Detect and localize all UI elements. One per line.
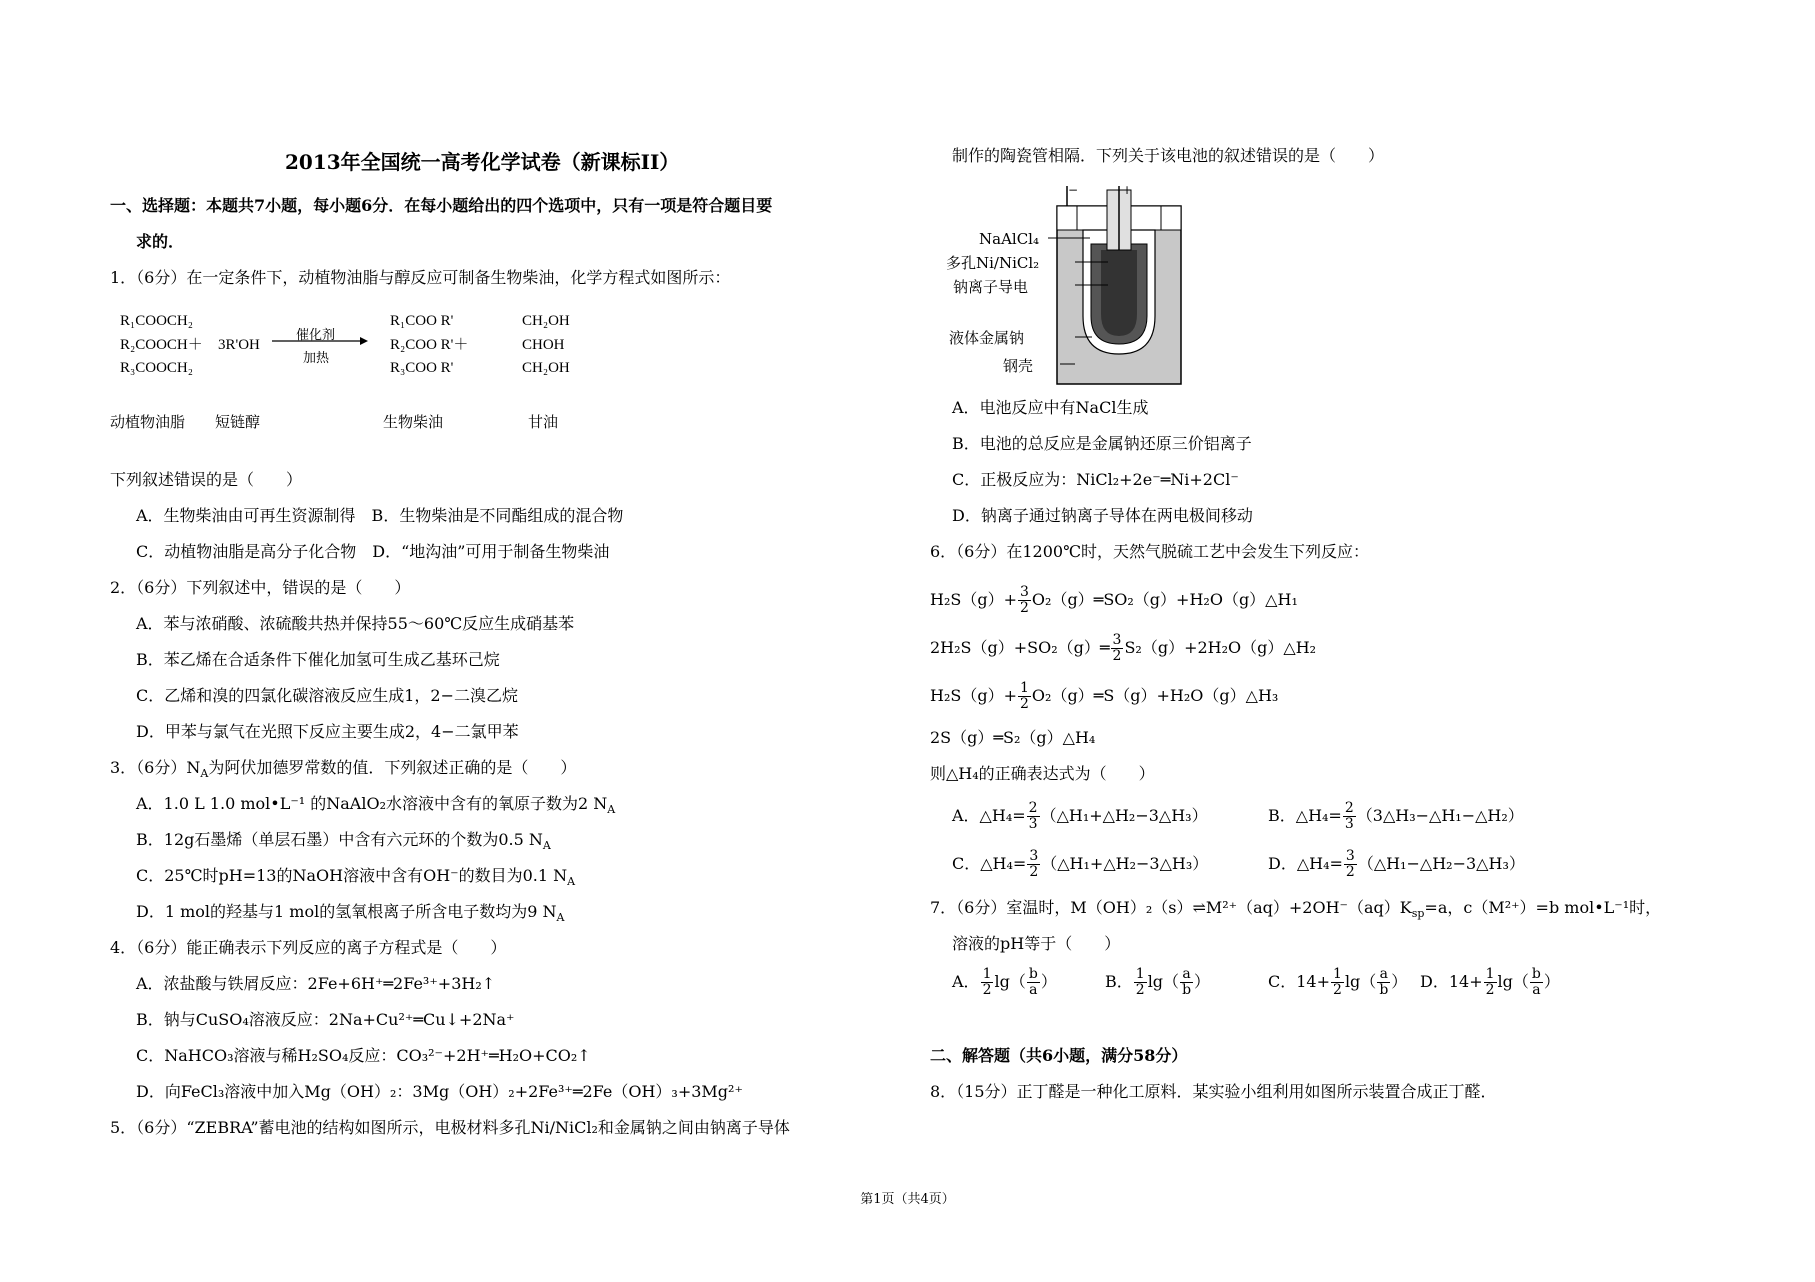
page-title: 2013年全国统一高考化学试卷（新课标II） bbox=[285, 150, 680, 174]
q4-option-a: A．浓盐酸与铁屑反应：2Fe+6H⁺═2Fe³⁺+3H₂↑ bbox=[136, 974, 496, 993]
q7-option-a-den: 2 bbox=[982, 982, 992, 998]
q6-option-a-num: 2 bbox=[1028, 800, 1038, 816]
q6-ask: 则△H₄的正确表达式为（ ） bbox=[930, 764, 1155, 783]
q1-options-ab: A．生物柴油由可再生资源制得 B．生物柴油是不同酯组成的混合物 bbox=[136, 506, 624, 525]
q6-eq1 bbox=[930, 580, 1298, 620]
q3-option-b-text: B．12g石墨烯（单层石墨）中含有六元环的个数为0.5 N bbox=[136, 830, 543, 849]
q7-option-a-inner-den: a bbox=[1029, 982, 1038, 998]
section1-heading-line1: 一、选择题：本题共7小题，每小题6分．在每小题给出的四个选项中，只有一项是符合题目要 bbox=[110, 196, 773, 215]
q6-eq2-left: 2H₂S（g）+SO₂（g）═ bbox=[930, 638, 1110, 657]
q3-option-c-sub: A bbox=[567, 875, 576, 889]
q6-option-d-right: （△H₁−△H₂−3△H₃） bbox=[1357, 854, 1525, 873]
q6-option-b-den: 3 bbox=[1344, 816, 1354, 832]
q7-stem-text: 7．（6分）室温时，M（OH）₂（s）⇌M²⁺（aq）+2OH⁻（aq）K bbox=[930, 898, 1412, 917]
q1-stem: 1．（6分）在一定条件下，动植物油脂与醇反应可制备生物柴油，化学方程式如图所示： bbox=[110, 268, 731, 287]
q7-stem-rest: =a，c（M²⁺）=b mol•L⁻¹时， bbox=[1424, 898, 1662, 917]
q6-option-b-right: （3△H₃−△H₁−△H₂） bbox=[1356, 806, 1524, 825]
q6-option-d-den: 2 bbox=[1345, 864, 1355, 880]
q7-option-d-inner-num: b bbox=[1531, 966, 1541, 982]
q7-option-d-num: 1 bbox=[1485, 966, 1495, 982]
section2-heading: 二、解答题（共6小题，满分58分） bbox=[930, 1046, 1188, 1065]
q1-label-alcohol: 短链醇 bbox=[215, 413, 261, 431]
q7-ksp-sub: sp bbox=[1411, 907, 1425, 921]
q7-option-c-inner-num: a bbox=[1377, 967, 1390, 983]
q5-option-c: C．正极反应为：NiCl₂+2e⁻═Ni+2Cl⁻ bbox=[952, 470, 1239, 489]
q1-ask: 下列叙述错误的是（ ） bbox=[110, 470, 303, 489]
q6-option-b-fraction bbox=[1343, 801, 1356, 832]
q6-stem: 6．（6分）在1200℃时，天然气脱硫工艺中会发生下列反应： bbox=[930, 542, 1369, 561]
q7-option-d-inner-fraction bbox=[1530, 967, 1543, 998]
q6-option-a-fraction bbox=[1027, 801, 1040, 832]
q1-label-glycerol: 甘油 bbox=[528, 413, 559, 431]
q3-option-d-text: D．1 mol的羟基与1 mol的氢氧根离子所含电子数均为9 N bbox=[136, 902, 557, 921]
q6-eq1-den: 2 bbox=[1019, 600, 1029, 616]
q6-option-c-fraction bbox=[1027, 849, 1040, 880]
q3-option-b-sub: A bbox=[542, 839, 551, 853]
q7-option-b-inner-den: b bbox=[1182, 982, 1192, 998]
q3-stem bbox=[110, 758, 576, 784]
q6-eq3-num: 1 bbox=[1019, 680, 1029, 696]
q1-r1: R₁COOCH₂ bbox=[120, 313, 193, 329]
q5-option-d: D．钠离子通过钠离子导体在两电极间移动 bbox=[952, 506, 1253, 525]
q6-option-d bbox=[1268, 844, 1525, 884]
q7-option-d-end: ） bbox=[1543, 972, 1560, 991]
q6-eq2-fraction bbox=[1111, 633, 1124, 664]
q4-option-d: D．向FeCl₃溶液中加入Mg（OH）₂：3Mg（OH）₂+2Fe³⁺═2Fe（OH）₃+3Mg²⁺ bbox=[136, 1082, 743, 1101]
q7-option-d-lg: lg（ bbox=[1497, 972, 1529, 991]
q7-option-a-num: 1 bbox=[982, 966, 992, 982]
q3-stem-rest: 为阿伏加德罗常数的值．下列叙述正确的是（ ） bbox=[208, 758, 577, 777]
q3-option-a-sub: A bbox=[607, 803, 616, 817]
q6-option-c-num: 3 bbox=[1029, 848, 1039, 864]
q7-option-c-lg: lg（ bbox=[1344, 972, 1377, 991]
q7-option-c-inner-fraction bbox=[1377, 967, 1390, 998]
q2-option-d: D．甲苯与氯气在光照下反应主要生成2，4−二氯甲苯 bbox=[136, 722, 519, 741]
battery-label-ni-nicl2: 多孔Ni/NiCl₂ bbox=[946, 254, 1040, 272]
q7-option-b-num: 1 bbox=[1135, 966, 1145, 982]
q5-stem-continued: 制作的陶瓷管相隔．下列关于该电池的叙述错误的是（ ） bbox=[952, 146, 1385, 165]
q6-option-c-right: （△H₁+△H₂−3△H₃） bbox=[1041, 854, 1209, 873]
q6-option-a-right: （△H₁+△H₂−3△H₃） bbox=[1040, 806, 1208, 825]
q7-option-c-fraction bbox=[1331, 967, 1344, 998]
q6-option-a bbox=[952, 796, 1208, 836]
q6-eq1-num: 3 bbox=[1019, 584, 1029, 600]
q3-option-c bbox=[136, 866, 575, 892]
q2-option-b: B．苯乙烯在合适条件下催化加氢可生成乙基环己烷 bbox=[136, 650, 500, 669]
battery-label-naalcl4: NaAlCl₄ bbox=[979, 230, 1039, 248]
q6-option-c-den: 2 bbox=[1029, 864, 1039, 880]
q7-option-a-fraction bbox=[981, 967, 994, 998]
q1-catalyst: 催化剂 bbox=[296, 328, 336, 343]
q1-g1: CH₂OH bbox=[522, 313, 570, 329]
q6-eq3-den: 2 bbox=[1019, 696, 1029, 712]
q7-option-c bbox=[1268, 962, 1407, 1002]
battery-leader-lines-icon bbox=[1030, 230, 1110, 380]
section1-heading-line2: 求的． bbox=[136, 232, 185, 251]
q6-eq3-fraction bbox=[1018, 681, 1031, 712]
q7-option-c-prefix: C．14+ bbox=[1268, 972, 1331, 991]
q6-eq1-left: H₂S（g）+ bbox=[930, 590, 1017, 609]
q7-stem-continued: 溶液的pH等于（ ） bbox=[952, 934, 1121, 953]
q6-option-d-fraction bbox=[1344, 849, 1357, 880]
q7-option-c-num: 1 bbox=[1333, 966, 1342, 982]
q6-eq1-right: O₂（g）═SO₂（g）+H₂O（g）△H₁ bbox=[1031, 590, 1298, 609]
q1-heat: 加热 bbox=[303, 351, 330, 366]
q6-eq3-right: O₂（g）═S（g）+H₂O（g）△H₃ bbox=[1031, 686, 1279, 705]
q1-p1: R₁COO R' bbox=[390, 313, 454, 329]
q7-option-c-inner-den: b bbox=[1379, 982, 1389, 998]
q6-option-d-num: 3 bbox=[1345, 848, 1355, 864]
q7-option-a-lg: lg（ bbox=[994, 972, 1026, 991]
q5-option-a: A．电池反应中有NaCl生成 bbox=[952, 398, 1149, 417]
q2-stem: 2．（6分）下列叙述中，错误的是（ ） bbox=[110, 578, 411, 597]
q7-option-a-prefix: A． bbox=[952, 972, 980, 991]
q7-option-b-fraction bbox=[1134, 967, 1147, 998]
page-footer: 第1页（共4页） bbox=[860, 1192, 955, 1207]
q7-option-b-den: 2 bbox=[1135, 982, 1145, 998]
q4-option-c: C．NaHCO₃溶液与稀H₂SO₄反应：CO₃²⁻+2H⁺═H₂O+CO₂↑ bbox=[136, 1046, 591, 1065]
q6-option-b-left: B．△H₄= bbox=[1268, 806, 1342, 825]
q3-option-a-text: A．1.0 L 1.0 mol•L⁻¹ 的NaAlO₂水溶液中含有的氧原子数为2 N bbox=[136, 794, 608, 813]
battery-label-steel-shell: 钢壳 bbox=[1003, 357, 1034, 375]
q6-eq3-left: H₂S（g）+ bbox=[930, 686, 1017, 705]
reaction-arrow-icon bbox=[272, 336, 368, 346]
battery-label-conductor: 钠离子导电 bbox=[953, 278, 1029, 296]
q4-option-b: B．钠与CuSO₄溶液反应：2Na+Cu²⁺═Cu↓+2Na⁺ bbox=[136, 1010, 515, 1029]
q6-option-c-left: C．△H₄= bbox=[952, 854, 1027, 873]
q7-option-d-prefix: D．14+ bbox=[1420, 972, 1483, 991]
q3-stem-sub: A bbox=[200, 767, 209, 781]
q6-option-d-left: D．△H₄= bbox=[1268, 854, 1343, 873]
q6-eq2 bbox=[930, 628, 1316, 668]
q3-option-d bbox=[136, 902, 564, 928]
q1-g2: CHOH bbox=[522, 337, 565, 353]
q1-g3: CH₂OH bbox=[522, 360, 570, 376]
q6-eq1-fraction bbox=[1018, 585, 1031, 616]
q6-option-c bbox=[952, 844, 1208, 884]
q1-label-biodiesel: 生物柴油 bbox=[383, 413, 444, 431]
q1-p2: R₂COO R'＋ bbox=[390, 337, 469, 353]
q6-eq3 bbox=[930, 676, 1278, 716]
q7-option-a-end: ） bbox=[1040, 972, 1057, 991]
battery-minus-sign: − bbox=[1068, 183, 1079, 197]
q7-option-d bbox=[1420, 962, 1560, 1002]
battery-label-liquid-sodium: 液体金属钠 bbox=[949, 329, 1025, 347]
q7-option-d-inner-den: a bbox=[1532, 982, 1541, 998]
q6-option-a-den: 3 bbox=[1028, 816, 1038, 832]
q3-option-b bbox=[136, 830, 551, 856]
q7-option-b-inner-fraction bbox=[1180, 967, 1193, 998]
q1-r3: R₃COOCH₂ bbox=[120, 360, 193, 376]
q1-label-fat: 动植物油脂 bbox=[110, 413, 186, 431]
q7-option-a-inner-num: b bbox=[1028, 966, 1038, 982]
q3-option-d-sub: A bbox=[556, 911, 565, 925]
q7-option-d-fraction bbox=[1484, 967, 1497, 998]
q7-option-a-inner-fraction bbox=[1027, 967, 1040, 998]
q1-r2: R₂COOCH＋ bbox=[120, 337, 203, 353]
q7-option-d-den: 2 bbox=[1485, 982, 1495, 998]
q8-stem: 8．（15分）正丁醛是一种化工原料．某实验小组利用如图所示装置合成正丁醛． bbox=[930, 1082, 1497, 1101]
q2-option-a: A．苯与浓硝酸、浓硫酸共热并保持55～60℃反应生成硝基苯 bbox=[136, 614, 575, 633]
q6-eq2-right: S₂（g）+2H₂O（g）△H₂ bbox=[1124, 638, 1317, 657]
q6-eq2-den: 2 bbox=[1112, 648, 1122, 664]
q1-p3: R₃COO R' bbox=[390, 360, 454, 376]
q6-option-a-left: A．△H₄= bbox=[952, 806, 1026, 825]
q1-alcohol: 3R'OH bbox=[218, 337, 260, 353]
q5-stem: 5．（6分）“ZEBRA”蓄电池的结构如图所示，电极材料多孔Ni/NiCl₂和金属钠之间由钠离子导体 bbox=[110, 1118, 790, 1137]
q6-eq2-num: 3 bbox=[1112, 632, 1122, 648]
q7-option-b-end: ） bbox=[1194, 972, 1211, 991]
q5-option-b: B．电池的总反应是金属钠还原三价铝离子 bbox=[952, 434, 1252, 453]
q7-option-b-prefix: B． bbox=[1105, 972, 1133, 991]
q3-stem-text: 3．（6分）N bbox=[110, 758, 201, 777]
q7-stem bbox=[930, 898, 1661, 924]
q6-option-b bbox=[1268, 796, 1524, 836]
q3-option-c-text: C．25℃时pH=13的NaOH溶液中含有OH⁻的数目为0.1 N bbox=[136, 866, 568, 885]
battery-plus-sign: + bbox=[1122, 183, 1133, 197]
q7-option-c-end: ） bbox=[1391, 972, 1408, 991]
q7-option-c-den: 2 bbox=[1333, 982, 1342, 998]
q2-option-c: C．乙烯和溴的四氯化碳溶液反应生成1，2−二溴乙烷 bbox=[136, 686, 519, 705]
q3-option-a bbox=[136, 794, 615, 820]
q1-options-cd: C．动植物油脂是高分子化合物 D．“地沟油”可用于制备生物柴油 bbox=[136, 542, 610, 561]
q7-option-b-inner-num: a bbox=[1180, 967, 1193, 983]
q7-option-b-lg: lg（ bbox=[1147, 972, 1180, 991]
q7-option-b bbox=[1105, 962, 1210, 1002]
q6-eq4: 2S（g）═S₂（g）△H₄ bbox=[930, 728, 1096, 747]
q4-stem: 4．（6分）能正确表示下列反应的离子方程式是（ ） bbox=[110, 938, 507, 957]
q7-option-a bbox=[952, 962, 1057, 1002]
q6-option-b-num: 2 bbox=[1344, 800, 1354, 816]
